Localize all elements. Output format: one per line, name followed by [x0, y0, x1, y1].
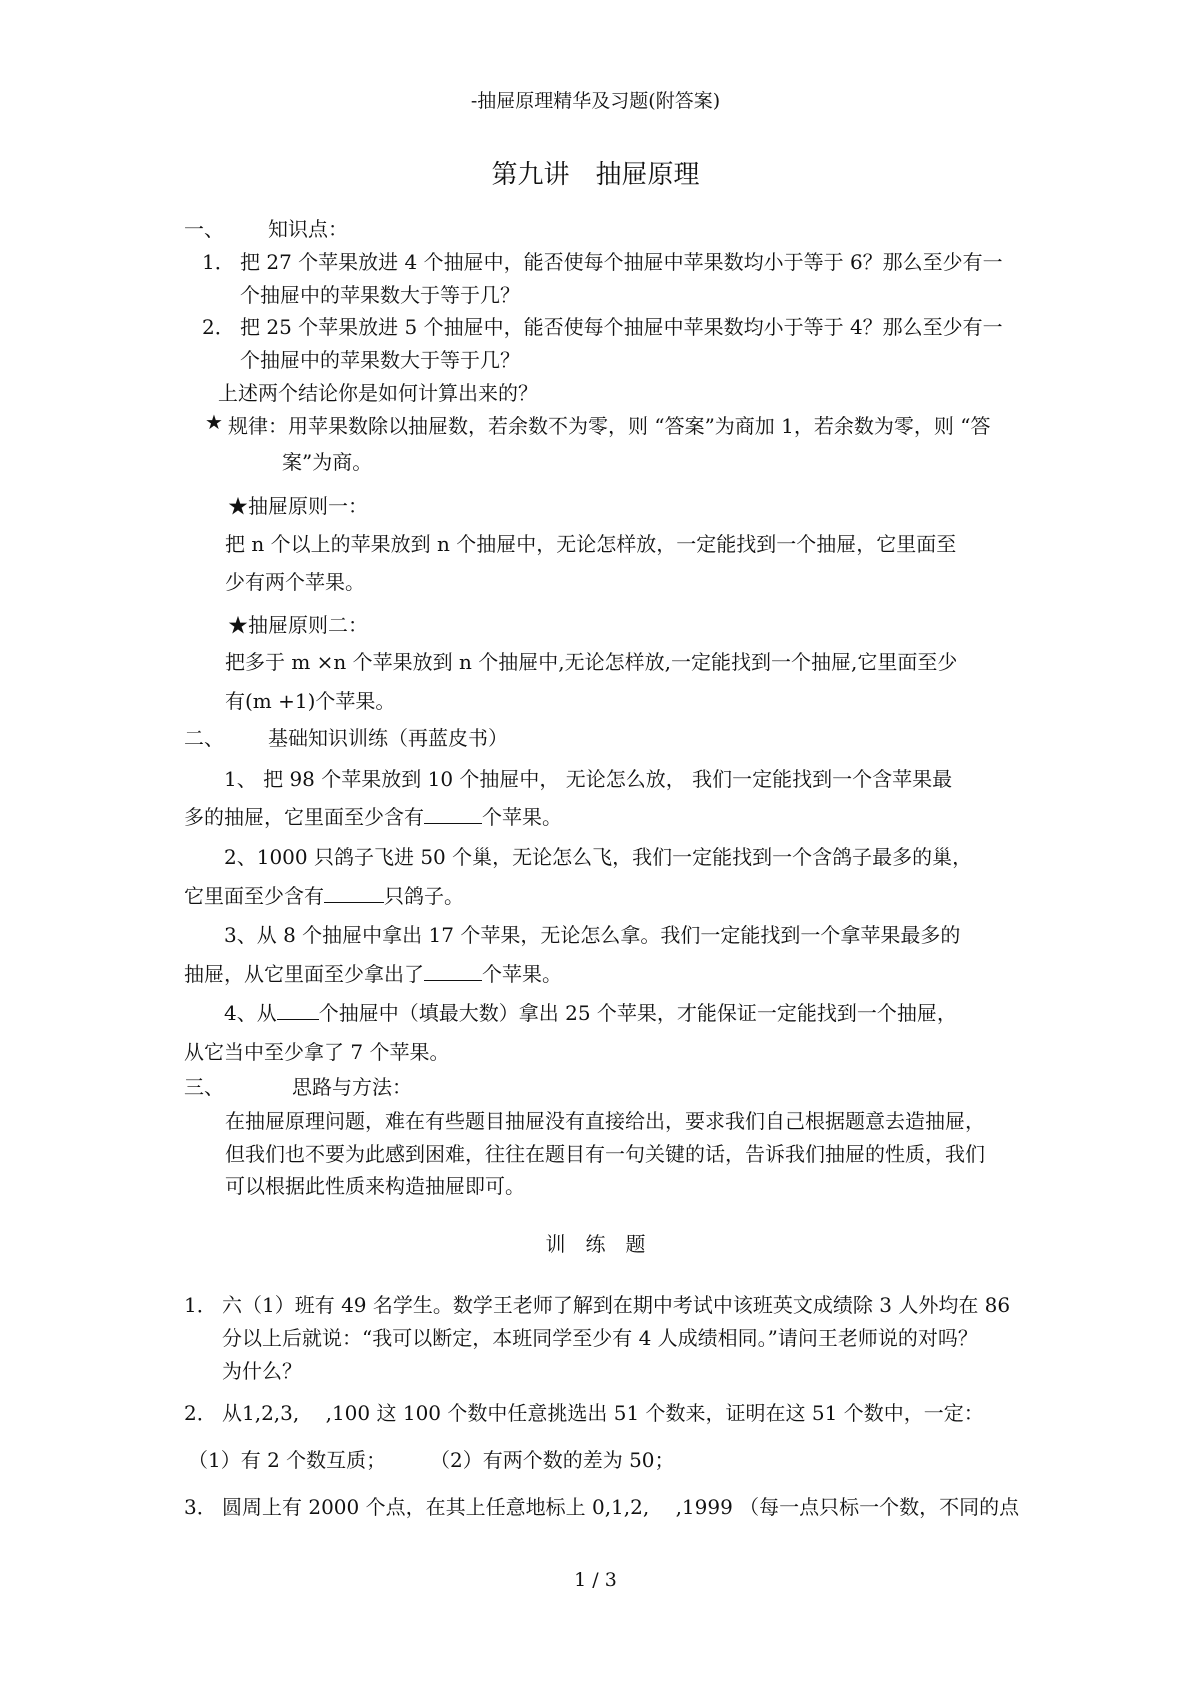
principle-heading: ★抽屉原则一： — [228, 494, 368, 518]
exercise-text: 它里面至少含有 只鸽子。 — [184, 884, 464, 908]
document-header: -抽屉原理精华及习题(附答案) — [470, 90, 721, 112]
exercise-text: 多的抽屉，它里面至少含有 个苹果。 — [184, 805, 562, 829]
problem-number: 1． — [184, 1293, 217, 1317]
principle-text: 有(m +1)个苹果。 — [225, 689, 396, 713]
question-text: 个抽屉中的苹果数大于等于几？ — [240, 283, 520, 307]
question-number: 1． — [202, 250, 235, 274]
section-number: 三、 — [184, 1075, 224, 1099]
problem-number: 2． — [184, 1401, 217, 1425]
problem-text: 六（1）班有 49 名学生。数学王老师了解到在期中考试中该班英文成绩除 3 人外均在 86 — [222, 1293, 1011, 1317]
problem-number: 3． — [184, 1495, 217, 1519]
paragraph-line: 但我们也不要为此感到困难，往往在题目有一句关键的话，告诉我们抽屉的性质，我们 — [225, 1142, 985, 1166]
question-text: 把 27 个苹果放进 4 个抽屉中，能否使每个抽屉中苹果数均小于等于 6？那么至少有一 — [240, 250, 1003, 274]
page-title: 第九讲 抽屉原理 — [491, 160, 700, 190]
exercise-text: 1、 把 98 个苹果放到 10 个抽屉中， 无论怎么放， 我们一定能找到一个含苹果最 — [224, 767, 953, 791]
exercise-text: 3、从 8 个抽屉中拿出 17 个苹果，无论怎么拿。我们一定能找到一个拿苹果最多的 — [224, 923, 961, 947]
problem-text: 为什么？ — [222, 1359, 302, 1383]
section-heading: 思路与方法： — [292, 1075, 412, 1099]
exercise-text: 2、1000 只鸽子飞进 50 个巢，无论怎么飞，我们一定能找到一个含鸽子最多的巢， — [224, 845, 973, 869]
rule-text: 案”为商。 — [282, 450, 373, 474]
problem-text: 圆周上有 2000 个点，在其上任意地标上 0,1,2, ,1999 （每一点只标一个数，不同的点 — [222, 1495, 1020, 1519]
question-text: 个抽屉中的苹果数大于等于几？ — [240, 348, 520, 372]
rule-text: 规律：用苹果数除以抽屉数，若余数不为零，则 “答案”为商加 1，若余数为零，则 “答 — [228, 414, 991, 438]
exercise-text: 从它当中至少拿了 7 个苹果。 — [184, 1040, 450, 1064]
problem-text: 分以上后就说：“我可以断定，本班同学至少有 4 人成绩相同。”请问王老师说的对吗？ — [222, 1326, 978, 1350]
exercise-text: 4、从 个抽屉中（填最大数）拿出 25 个苹果，才能保证一定能找到一个抽屉， — [224, 1001, 957, 1025]
exercise-text: 抽屉，从它里面至少拿出了 个苹果。 — [184, 962, 562, 986]
section-number: 一、 — [184, 217, 224, 241]
answer-blank[interactable] — [424, 805, 482, 824]
answer-blank[interactable] — [324, 884, 384, 903]
star-icon: ★ — [205, 410, 223, 434]
question-text: 把 25 个苹果放进 5 个抽屉中，能否使每个抽屉中苹果数均小于等于 4？那么至少有一 — [240, 315, 1003, 339]
answer-blank[interactable] — [424, 962, 482, 981]
problem-text: 从1,2,3, ,100 这 100 个数中任意挑选出 51 个数来，证明在这 51 个数中，一定： — [222, 1401, 984, 1425]
paragraph-line: 可以根据此性质来构造抽屉即可。 — [225, 1174, 525, 1198]
sub-question: （2）有两个数的差为 50； — [430, 1448, 675, 1472]
paragraph-line: 在抽屉原理问题，难在有些题目抽屉没有直接给出，要求我们自己根据题意去造抽屉， — [225, 1109, 985, 1133]
prompt-text: 上述两个结论你是如何计算出来的？ — [218, 381, 538, 405]
question-number: 2． — [202, 315, 235, 339]
section-heading: 基础知识训练（再蓝皮书） — [268, 726, 508, 750]
principle-text: 把 n 个以上的苹果放到 n 个抽屉中，无论怎样放，一定能找到一个抽屉，它里面至 — [225, 532, 957, 556]
section-number: 二、 — [184, 726, 224, 750]
answer-blank[interactable] — [277, 1001, 319, 1020]
principle-heading: ★抽屉原则二： — [228, 613, 368, 637]
practice-heading: 训 练 题 — [545, 1232, 646, 1256]
principle-text: 少有两个苹果。 — [225, 570, 365, 594]
sub-question: （1）有 2 个数互质； — [188, 1448, 387, 1472]
page-number: 1 / 3 — [574, 1569, 617, 1591]
section-heading: 知识点： — [268, 217, 348, 241]
principle-text: 把多于 m ×n 个苹果放到 n 个抽屉中,无论怎样放,一定能找到一个抽屉,它里面至少 — [225, 650, 958, 674]
